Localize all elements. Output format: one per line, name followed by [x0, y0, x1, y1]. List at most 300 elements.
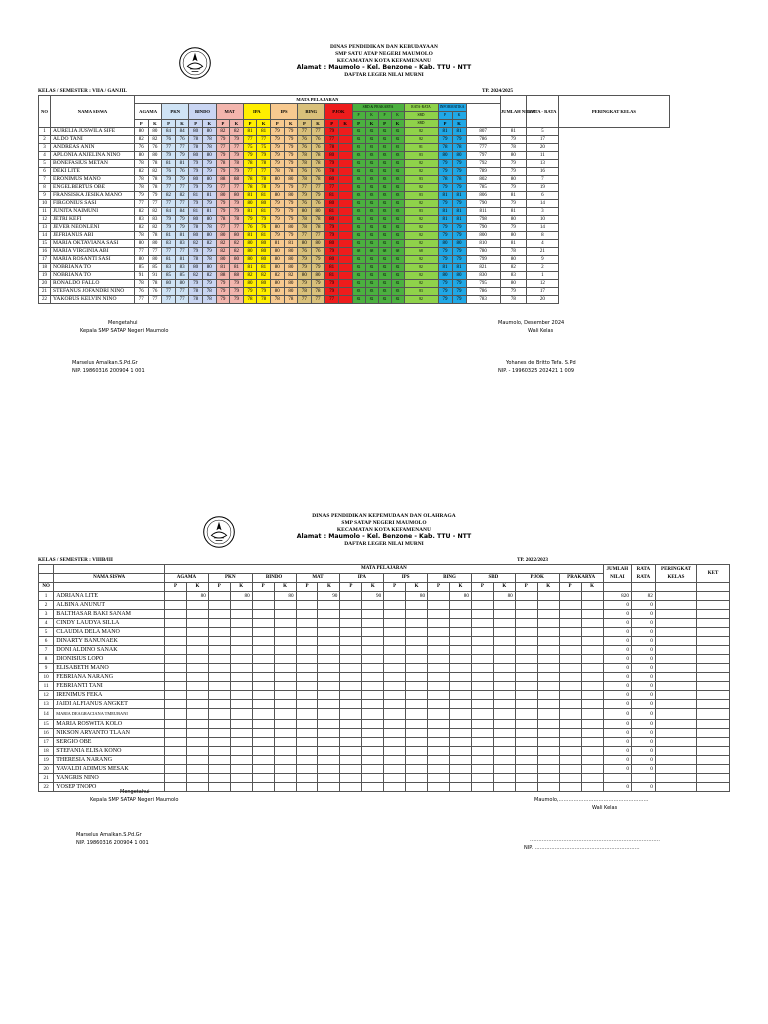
average-score: 78	[500, 144, 526, 152]
grade-cell	[338, 128, 352, 136]
grade-cell: 79	[284, 152, 298, 160]
student-name: MARIA ROSANTI SASI	[51, 256, 135, 264]
grade-cell: 79	[452, 160, 466, 168]
grade-cell	[340, 783, 362, 792]
grade-cell: 81	[257, 264, 271, 272]
grade-cell: 82	[365, 232, 378, 240]
grade-cell	[581, 756, 603, 765]
grade-cell	[296, 738, 318, 747]
grade-cell	[493, 720, 515, 729]
grade-cell	[340, 601, 362, 610]
grade-cell	[318, 646, 340, 655]
grade-cell	[406, 682, 428, 691]
grade-cell	[230, 729, 252, 738]
district-name: KECAMATAN KOTA KEFAMENANU	[336, 526, 432, 533]
grade-cell	[318, 673, 340, 682]
grade-cell	[338, 144, 352, 152]
grade-cell: 78	[216, 216, 230, 224]
grade-cell	[450, 720, 472, 729]
class-rank: 16	[526, 168, 558, 176]
class-rank	[655, 774, 696, 783]
student-name: RONALDO FALLO	[51, 280, 135, 288]
grade-cell	[450, 765, 472, 774]
pk-header: P	[296, 583, 318, 592]
pk-header: K	[365, 120, 378, 128]
grade-cell	[537, 610, 559, 619]
grade-cell: 81	[452, 208, 466, 216]
grade-cell	[559, 655, 581, 664]
grade-cell	[208, 592, 230, 601]
student-no: 1	[39, 128, 51, 136]
grade-cell	[362, 700, 384, 709]
grade-cell: 83	[391, 192, 404, 200]
grade-cell: 79	[216, 168, 230, 176]
grade-cell: 80	[135, 256, 149, 264]
student-no: 13	[39, 700, 54, 709]
grade-cell: 80	[270, 288, 284, 296]
pk-header: P	[559, 583, 581, 592]
grade-cell: 76	[298, 168, 312, 176]
grade-cell	[559, 720, 581, 729]
grade-cell	[384, 610, 406, 619]
grade-cell: 82	[216, 248, 230, 256]
pk-header: P	[189, 120, 203, 128]
grade-cell	[362, 765, 384, 774]
grade-cell	[296, 700, 318, 709]
student-row	[39, 738, 730, 747]
class-rank	[655, 756, 696, 765]
grade-cell	[186, 720, 208, 729]
pk-header: K	[230, 120, 244, 128]
grade-cell: 77	[230, 144, 244, 152]
average-score: 79	[500, 168, 526, 176]
pk-header: P	[515, 583, 537, 592]
header-spacer	[39, 565, 54, 574]
grade-cell	[165, 774, 187, 783]
grade-cell	[493, 610, 515, 619]
grade-cell: 82	[365, 280, 378, 288]
student-row	[39, 256, 670, 264]
grade-cell: 81	[438, 192, 452, 200]
grade-cell	[338, 192, 352, 200]
grade-cell	[208, 628, 230, 637]
grade-cell: 81	[230, 264, 244, 272]
grade-cell	[581, 738, 603, 747]
grade-cell	[165, 610, 187, 619]
grade-cell: 80	[148, 256, 162, 264]
grade-cell	[274, 747, 296, 756]
grade-cell: 80	[270, 264, 284, 272]
grade-cell: 80	[189, 152, 203, 160]
grade-cell	[340, 709, 362, 720]
grade-cell: 84	[162, 208, 176, 216]
grade-cell	[384, 601, 406, 610]
grade-cell: 78	[452, 144, 466, 152]
grade-cell: 81	[243, 208, 257, 216]
grade-cell: 79	[216, 152, 230, 160]
grade-cell: 68	[404, 248, 438, 256]
class-rank: 17	[526, 288, 558, 296]
grade-cell: 80	[270, 256, 284, 264]
pk-header: P	[135, 120, 149, 128]
grade-cell	[450, 756, 472, 765]
class-rank: 20	[526, 144, 558, 152]
student-name: DEKI LITE	[51, 168, 135, 176]
grade-cell: 79	[189, 280, 203, 288]
tut-wuri-handayani-logo-icon	[178, 46, 212, 80]
grade-cell: 76	[298, 144, 312, 152]
grade-cell	[296, 610, 318, 619]
grade-cell	[186, 765, 208, 774]
grade-cell: 79	[202, 168, 216, 176]
grade-cell	[493, 682, 515, 691]
grade-cell: 78	[148, 184, 162, 192]
grade-cell: 80	[270, 248, 284, 256]
grade-cell: 81	[257, 128, 271, 136]
total-score: 0	[603, 682, 631, 691]
average-score: 0	[631, 738, 655, 747]
pk-header: K	[338, 120, 352, 128]
grade-cell: 77	[216, 144, 230, 152]
grade-cell	[318, 619, 340, 628]
grade-cell	[559, 637, 581, 646]
total-score: 0	[603, 729, 631, 738]
grade-cell	[230, 664, 252, 673]
grade-cell: 76	[148, 288, 162, 296]
grade-cell: 81	[189, 208, 203, 216]
grade-cell: 79	[270, 232, 284, 240]
grade-cell: 78	[202, 144, 216, 152]
grade-cell	[515, 664, 537, 673]
grade-cell: 81	[325, 192, 339, 200]
grade-cell: 80	[216, 192, 230, 200]
class-semester: KELAS / SEMESTER : VIIA / GANJIL	[38, 88, 127, 94]
grade-cell: 80	[230, 592, 252, 601]
grade-cell: 79	[202, 160, 216, 168]
grade-cell	[338, 256, 352, 264]
grade-cell: 78	[148, 280, 162, 288]
grade-cell	[340, 673, 362, 682]
subject-header: BINDO	[252, 574, 296, 583]
grade-cell	[537, 628, 559, 637]
grade-cell: 79	[230, 200, 244, 208]
grade-cell	[296, 765, 318, 774]
grade-cell	[296, 691, 318, 700]
grade-cell	[340, 655, 362, 664]
grade-cell	[252, 783, 274, 792]
header-spacer	[54, 565, 165, 574]
total-score: 806	[466, 192, 500, 200]
grade-cell: 79	[298, 192, 312, 200]
grade-cell: 80	[135, 240, 149, 248]
total-score: 777	[466, 144, 500, 152]
header-spacer	[603, 583, 631, 592]
grade-cell	[318, 738, 340, 747]
total-score: 0	[603, 610, 631, 619]
grade-cell: 81	[257, 192, 271, 200]
grade-cell: 79	[243, 216, 257, 224]
student-row	[39, 264, 670, 272]
grade-cell: 78	[298, 216, 312, 224]
grade-cell: 80	[298, 272, 312, 280]
grade-cell: 80	[298, 240, 312, 248]
grade-cell: 85	[135, 264, 149, 272]
grade-cell: 79	[438, 160, 452, 168]
grade-cell	[318, 655, 340, 664]
pk-header: P	[471, 583, 493, 592]
grade-cell	[515, 637, 537, 646]
grade-cell: 80	[216, 232, 230, 240]
grade-cell	[450, 601, 472, 610]
grade-cell	[230, 637, 252, 646]
class-rank: 13	[526, 160, 558, 168]
grade-cell: 75	[243, 144, 257, 152]
grade-cell: 81	[452, 216, 466, 224]
grade-cell: 79	[162, 176, 176, 184]
grade-cell	[493, 747, 515, 756]
district-name: KECAMATAN KOTA KEFAMENANU	[336, 57, 432, 64]
class-rank	[655, 738, 696, 747]
grade-cell	[230, 738, 252, 747]
grade-cell	[450, 700, 472, 709]
header-spacer	[697, 583, 730, 592]
pk-header: K	[450, 583, 472, 592]
grade-cell: 78	[243, 176, 257, 184]
grade-cell	[340, 619, 362, 628]
student-no: 14	[39, 232, 51, 240]
class-rank: 10	[526, 216, 558, 224]
grade-cell: 76	[298, 136, 312, 144]
grade-cell	[296, 682, 318, 691]
grade-cell: 79	[284, 200, 298, 208]
grade-cell	[581, 729, 603, 738]
grade-cell	[208, 756, 230, 765]
grade-cell: 80	[202, 152, 216, 160]
subject-header: IPS	[270, 104, 297, 120]
grade-cell: 78	[257, 176, 271, 184]
grade-cell	[384, 664, 406, 673]
grade-cell	[471, 673, 493, 682]
grade-cell	[274, 628, 296, 637]
grade-cell	[515, 619, 537, 628]
grade-cell: 79	[270, 136, 284, 144]
grade-cell	[165, 765, 187, 774]
grade-cell: 78	[298, 160, 312, 168]
grade-cell: 80	[438, 152, 452, 160]
grade-cell: 82	[352, 136, 365, 144]
grade-cell: 82	[189, 240, 203, 248]
note-cell	[697, 709, 730, 720]
grade-cell: 82	[378, 272, 391, 280]
grade-cell: 79	[311, 256, 325, 264]
grade-cell	[165, 664, 187, 673]
grade-cell	[230, 783, 252, 792]
grade-cell	[493, 691, 515, 700]
grade-cell	[186, 673, 208, 682]
grade-cell	[384, 655, 406, 664]
col-header-note: KET	[697, 565, 730, 583]
grade-cell	[493, 709, 515, 720]
subject-header: BING	[428, 574, 472, 583]
leger-sheet-viia	[0, 44, 768, 374]
grade-cell: 82	[378, 128, 391, 136]
student-name: JAIDI ALFIANUS ANGKET	[54, 700, 165, 709]
grade-cell: 78	[438, 176, 452, 184]
grade-cell	[230, 655, 252, 664]
pk-header: K	[452, 112, 466, 120]
grade-cell	[296, 774, 318, 783]
subject-header: BING	[298, 104, 325, 120]
student-row	[39, 765, 730, 774]
student-no: 8	[39, 184, 51, 192]
grade-cell	[581, 637, 603, 646]
total-score: 0	[603, 601, 631, 610]
grade-cell	[450, 682, 472, 691]
class-rank: 3	[526, 208, 558, 216]
grade-cell: 79	[230, 168, 244, 176]
pk-header: K	[186, 583, 208, 592]
grade-cell	[186, 700, 208, 709]
grade-cell: 78	[135, 280, 149, 288]
grade-cell	[296, 619, 318, 628]
grade-cell	[362, 709, 384, 720]
student-name: DONI ALDINO SANAK	[54, 646, 165, 655]
student-no: 9	[39, 664, 54, 673]
grade-cell: 80	[230, 232, 244, 240]
grade-cell: 82	[230, 248, 244, 256]
pk-header: P	[384, 583, 406, 592]
grade-cell	[559, 691, 581, 700]
grade-cell: 78	[284, 168, 298, 176]
total-score: 0	[603, 646, 631, 655]
header-spacer	[39, 574, 54, 583]
grade-cell: 78	[148, 160, 162, 168]
grade-cell: 76	[311, 248, 325, 256]
student-row	[39, 682, 730, 691]
grade-cell	[450, 774, 472, 783]
student-row	[39, 184, 670, 192]
student-no: 12	[39, 691, 54, 700]
grade-cell: 79	[230, 280, 244, 288]
grade-cell: 81	[243, 128, 257, 136]
grade-cell: 82	[365, 296, 378, 304]
grade-cell	[340, 592, 362, 601]
grade-cell: 78	[270, 168, 284, 176]
grade-cell	[450, 646, 472, 655]
pk-header: K	[284, 120, 298, 128]
grade-cell	[428, 774, 450, 783]
student-no: 19	[39, 272, 51, 280]
grade-cell	[230, 756, 252, 765]
grade-cell	[384, 691, 406, 700]
grade-cell: 83	[175, 240, 189, 248]
class-rank: 2	[526, 264, 558, 272]
total-score: 802	[466, 176, 500, 184]
total-score: 780	[466, 248, 500, 256]
grade-cell: 79	[162, 216, 176, 224]
grade-cell: 77	[311, 128, 325, 136]
student-name: CINDY LAUDYA SILLA	[54, 619, 165, 628]
grade-cell	[384, 720, 406, 729]
grade-cell: 79	[230, 152, 244, 160]
grade-cell: 80	[325, 256, 339, 264]
grade-cell	[186, 610, 208, 619]
student-row	[39, 232, 670, 240]
student-name: APLONIA ANJELINA NINO	[51, 152, 135, 160]
grade-cell: 77	[162, 248, 176, 256]
grade-cell	[362, 774, 384, 783]
grade-cell	[296, 655, 318, 664]
grade-cell: 78	[189, 256, 203, 264]
grade-cell: 77	[298, 128, 312, 136]
grade-cell: 79	[270, 144, 284, 152]
student-row	[39, 160, 670, 168]
grade-cell	[471, 756, 493, 765]
grade-cell	[450, 729, 472, 738]
average-score: 80	[500, 232, 526, 240]
grade-cell: 77	[175, 200, 189, 208]
grade-cell	[252, 765, 274, 774]
col-header-total: JUMLAH NILAI	[603, 565, 631, 583]
grade-cell: 82	[378, 240, 391, 248]
grade-cell: 80	[311, 272, 325, 280]
grade-cell: 81	[257, 208, 271, 216]
grade-cell	[318, 601, 340, 610]
grade-cell: 80	[189, 264, 203, 272]
grade-cell: 79	[325, 248, 339, 256]
grade-cell	[340, 700, 362, 709]
grade-cell	[450, 655, 472, 664]
grade-cell: 82	[148, 224, 162, 232]
grade-cell: 77	[135, 200, 149, 208]
grade-cell: 79	[202, 248, 216, 256]
grade-cell	[471, 592, 493, 601]
student-name: DINARTY BANUNAEK	[54, 637, 165, 646]
student-name: SERGIO OBE	[54, 738, 165, 747]
grade-cell: 76	[175, 168, 189, 176]
grade-cell: 79	[452, 280, 466, 288]
grade-cell: 81	[452, 128, 466, 136]
pk-header: P	[378, 112, 391, 120]
grade-cell: 82	[391, 168, 404, 176]
grade-cell: 82	[391, 296, 404, 304]
grade-cell: 83	[148, 216, 162, 224]
grade-cell: 78	[311, 152, 325, 160]
total-score: 786	[466, 288, 500, 296]
grade-cell: 79	[311, 192, 325, 200]
grade-cell	[338, 232, 352, 240]
grade-cell	[208, 601, 230, 610]
grade-cell: 79	[270, 208, 284, 216]
grade-cell	[471, 691, 493, 700]
grade-cell: 81	[284, 240, 298, 248]
grade-cell: 83	[378, 192, 391, 200]
grade-cell: 82	[378, 136, 391, 144]
grade-cell	[338, 272, 352, 280]
grade-cell: 80	[175, 280, 189, 288]
grade-cell: 81	[438, 216, 452, 224]
grade-cell: 76	[135, 144, 149, 152]
grade-cell	[338, 168, 352, 176]
grade-cell: 78	[257, 296, 271, 304]
student-row	[39, 619, 730, 628]
grade-cell: 82	[365, 240, 378, 248]
grade-cell: 80	[284, 176, 298, 184]
grade-cell: 76	[243, 224, 257, 232]
grade-cell: 80	[202, 232, 216, 240]
grade-cell	[186, 756, 208, 765]
grade-cell	[340, 774, 362, 783]
